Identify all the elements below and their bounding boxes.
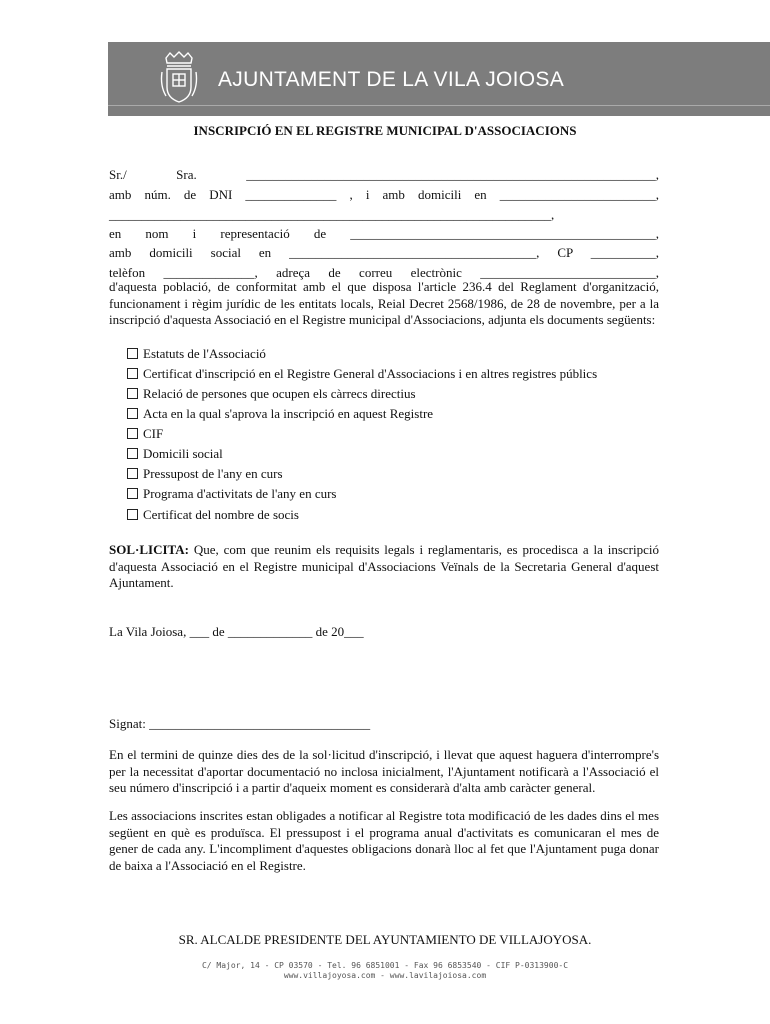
checkbox-icon bbox=[127, 368, 138, 379]
checklist-item: Certificat d'inscripció en el Registre General d'Associacions i en altres registres públics bbox=[127, 365, 597, 382]
header-divider bbox=[108, 105, 770, 106]
solicita-label: SOL·LICITA: bbox=[109, 542, 189, 557]
form-line-name: Sr./ Sra. _______________________________________________________________, bbox=[109, 167, 659, 182]
intro-paragraph: d'aquesta població, de conformitat amb el que disposa l'article 236.4 del Reglament d'organització, funcionament i règim jurídic de les entitats locals, Reial Decret 2568/1986, de 28 de novembre, per a la inscripció d'aquesta Associació en el Registre municipal d'Associacions, adjunta els documents següents: bbox=[109, 279, 659, 327]
checkbox-icon bbox=[127, 468, 138, 479]
notice-paragraph-1: En el termini de quinze dies des de la sol·licitud d'inscripció, i llevat que aquest haguera d'interrompre's per la necessitat d'aportar documentació no inclosa inicialment, l'Ajuntament notificarà a l'Associació el seu número d'inscripció i a partir d'aqueix moment es considerarà d'alta amb caràcter general. bbox=[109, 747, 659, 795]
form-line-address-cont: ____________________________________________________________________, bbox=[109, 207, 555, 222]
checklist-item: Certificat del nombre de socis bbox=[127, 506, 299, 523]
checkbox-icon bbox=[127, 448, 138, 459]
form-line-social-address: amb domicili social en ______________________________________, CP __________, bbox=[109, 245, 659, 260]
footer-address: C/ Major, 14 - CP 03570 - Tel. 96 6851001 - Fax 96 6853540 - CIF P-0313900-C bbox=[201, 961, 569, 970]
form-line-representation: en nom i representació de _______________________________________________, bbox=[109, 226, 659, 241]
checklist-item: Pressupost de l'any en curs bbox=[127, 465, 283, 482]
form-line-phone-email: telèfon ______________, adreça de correu electrònic ___________________________, bbox=[109, 265, 659, 280]
document-title: INSCRIPCIÓ EN EL REGISTRE MUNICIPAL D'ASSOCIACIONS bbox=[193, 123, 577, 138]
checkbox-icon bbox=[127, 408, 138, 419]
checkbox-icon bbox=[127, 488, 138, 499]
coat-of-arms-icon bbox=[158, 50, 200, 108]
checkbox-icon bbox=[127, 509, 138, 520]
organization-name: AJUNTAMENT DE LA VILA JOIOSA bbox=[218, 68, 565, 91]
signature-line: Signat: __________________________________ bbox=[109, 716, 371, 731]
checklist-item: Domicili social bbox=[127, 445, 223, 462]
notice-paragraph-2: Les associacions inscrites estan obligades a notificar al Registre tota modificació de les dades dins el mes següent en què es produïsca. El pressupost i el programa anual d'activitats es comunicaran el mes de gener de cada any. L'incompliment d'aquestes obligacions donarà lloc al fet que l'Ajuntament puga donar de baixa a l'Associació en el Registre. bbox=[109, 808, 659, 873]
footer-web: www.villajoyosa.com - www.lavilajoiosa.com bbox=[283, 971, 487, 980]
recipient-line: SR. ALCALDE PRESIDENTE DEL AYUNTAMIENTO DE VILLAJOYOSA. bbox=[178, 932, 592, 947]
checkbox-icon bbox=[127, 348, 138, 359]
checkbox-icon bbox=[127, 388, 138, 399]
checklist-item: Programa d'activitats de l'any en curs bbox=[127, 485, 336, 502]
solicita-text: Que, com que reunim els requisits legals i reglamentaris, es procedisca a la inscripció d'aquesta Associació en el Registre municipal d'Associacions Veïnals de la Secretaria General d'aquest Ajuntament. bbox=[109, 542, 659, 590]
checkbox-icon bbox=[127, 428, 138, 439]
checklist-item: Acta en la qual s'aprova la inscripció en aquest Registre bbox=[127, 405, 433, 422]
checklist-item: Estatuts de l'Associació bbox=[127, 345, 266, 362]
checklist-item: Relació de persones que ocupen els càrrecs directius bbox=[127, 385, 416, 402]
date-line: La Vila Joiosa, ___ de _____________ de 20___ bbox=[109, 624, 364, 639]
solicita-paragraph bbox=[109, 542, 659, 592]
form-line-dni: amb núm. de DNI ______________ , i amb domicili en ________________________, bbox=[109, 187, 659, 202]
checklist-item: CIF bbox=[127, 425, 163, 442]
